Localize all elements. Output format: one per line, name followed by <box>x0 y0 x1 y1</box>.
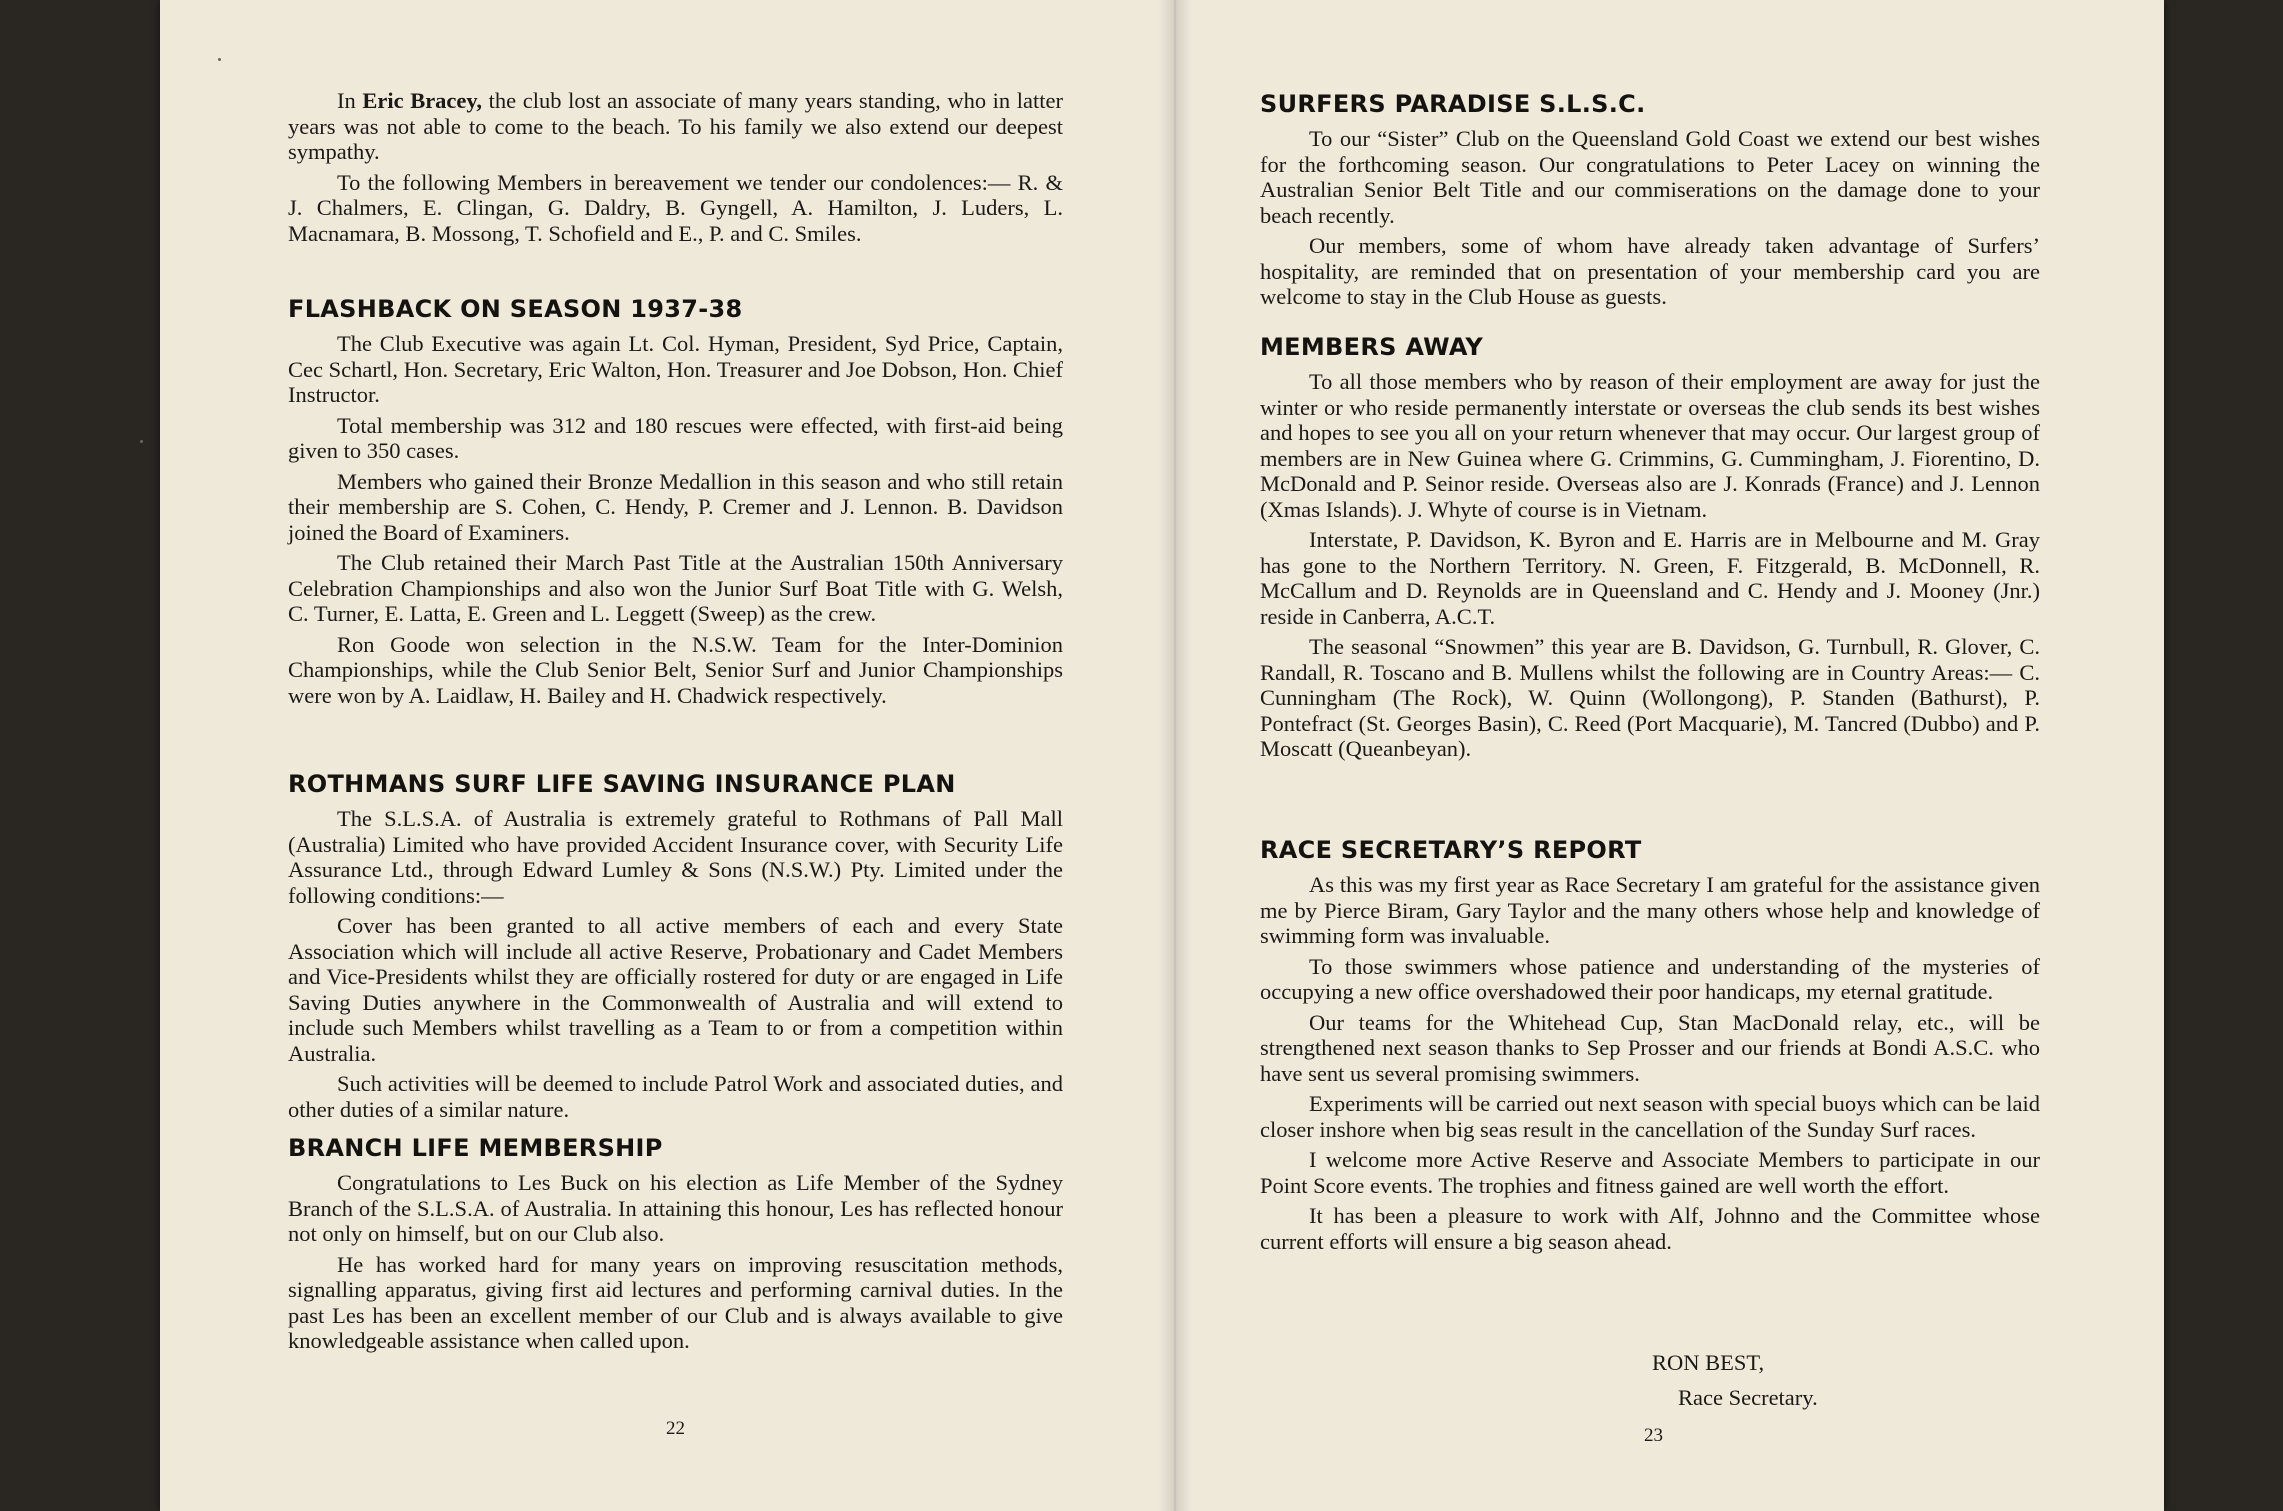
paragraph: The Club retained their March Past Title at the Australian 150th Anniversary Celebration Championships and also won the Junior Surf Boat Title with G. Welsh, C. Turner, E. Latta, E. Green and L. Leggett (Sweep) as the crew. <box>288 550 1063 626</box>
bold-name: Eric Bracey, <box>362 88 483 113</box>
page-number: 22 <box>666 1418 685 1439</box>
paragraph: Cover has been granted to all active members of each and every State Association which will include all active Reserve, Probationary and Cadet Members and Vice-Presidents whilst they are officially rostered for duty or are engaged in Life Saving Duties anywhere in the Commonwealth of Australia and will extend to include such Members whilst travelling as a Team to or from a competition within Australia. <box>288 913 1063 1066</box>
surfers-section <box>1260 90 2040 315</box>
paragraph: To those swimmers whose patience and understanding of the mysteries of occupying a new office overshadowed their poor handicaps, my eternal gratitude. <box>1260 953 2040 1004</box>
intro-paragraph-condolences: To the following Members in bereavement we tender our condolences:— R. & J. Chalmers, E. Clingan, G. Daldry, B. Gyngell, A. Hamilton, J. Luders, L. Macnamara, B. Mossong, T. Schofield and E., P. and C. Smiles. <box>288 169 1063 246</box>
branch-section <box>288 1134 1063 1359</box>
paragraph: Congratulations to Les Buck on his election as Life Member of the Sydney Branch of the S.L.S.A. of Australia. In attaining this honour, Les has reflected honour not only on himself, but on our Club also. <box>288 1170 1063 1246</box>
intro-paragraph-bracey: In Eric Bracey, the club lost an associate of many years standing, who in latter years was not able to come to the beach. To his family we also extend our deepest sympathy. <box>288 88 1063 164</box>
paragraph: As this was my first year as Race Secretary I am grateful for the assistance given me by Pierce Biram, Gary Taylor and the many others whose help and knowledge of swimming form was invaluable. <box>1260 872 2040 948</box>
signature-title: Race Secretary. <box>1678 1385 1818 1410</box>
signature-name: RON BEST, <box>1652 1350 1765 1375</box>
binding-gutter <box>1158 0 1192 1511</box>
section-heading: ROTHMANS SURF LIFE SAVING INSURANCE PLAN <box>288 770 956 798</box>
paragraph: The S.L.S.A. of Australia is extremely grateful to Rothmans of Pall Mall (Australia) Limited who have provided Accident Insurance cover, with Security Life Assurance Ltd., through Edward Lumley & Sons (N.S.W.) Pty. Limited under the following conditions:— <box>288 806 1063 908</box>
paper-speck <box>140 440 143 443</box>
section-heading: SURFERS PARADISE S.L.S.C. <box>1260 90 1646 118</box>
paragraph: Our teams for the Whitehead Cup, Stan MacDonald relay, etc., will be strengthened next season thanks to Sep Prosser and our friends at Bondi A.S.C. who have sent us several promising swimmers. <box>1260 1009 2040 1086</box>
section-heading: FLASHBACK ON SEASON 1937-38 <box>288 295 743 323</box>
flashback-section <box>288 295 1063 713</box>
paragraph: Ron Goode won selection in the N.S.W. Team for the Inter-Dominion Championships, while the Club Senior Belt, Senior Surf and Junior Championships were won by A. Laidlaw, H. Bailey and H. Chadwick respectively. <box>288 631 1063 708</box>
right-page <box>1260 0 2040 1511</box>
paragraph: Interstate, P. Davidson, K. Byron and E. Harris are in Melbourne and M. Gray has gone to the Northern Territory. N. Green, F. Fitzgerald, B. McDonnell, R. McCallum and D. Reynolds are in Queensland and C. Hendy and J. Mooney (Jnr.) reside in Canberra, A.C.T. <box>1260 527 2040 629</box>
section-heading: BRANCH LIFE MEMBERSHIP <box>288 1134 663 1162</box>
section-heading: MEMBERS AWAY <box>1260 333 1484 361</box>
paragraph: The Club Executive was again Lt. Col. Hyman, President, Syd Price, Captain, Cec Schartl, Hon. Secretary, Eric Walton, Hon. Treasurer and Joe Dobson, Hon. Chief Instructor. <box>288 331 1063 407</box>
left-page <box>288 0 1063 1511</box>
paragraph: Experiments will be carried out next season with special buoys which can be laid closer inshore when big seas result in the cancellation of the Sunday Surf races. <box>1260 1091 2040 1142</box>
page-number: 23 <box>1644 1425 1663 1446</box>
race-secretary-section <box>1260 836 2040 1259</box>
members-away-section <box>1260 333 2040 767</box>
paragraph: I welcome more Active Reserve and Associate Members to participate in our Point Score events. The trophies and fitness gained are well worth the effort. <box>1260 1147 2040 1198</box>
section-heading: RACE SECRETARY’S REPORT <box>1260 836 1642 864</box>
paragraph: Such activities will be deemed to include Patrol Work and associated duties, and other duties of a similar nature. <box>288 1071 1063 1122</box>
intro-section <box>288 88 1063 251</box>
paragraph: It has been a pleasure to work with Alf, Johnno and the Committee whose current efforts will ensure a big season ahead. <box>1260 1203 2040 1254</box>
rothmans-section <box>288 770 1063 1127</box>
paragraph: The seasonal “Snowmen” this year are B. Davidson, G. Turnbull, R. Glover, C. Randall, R. Toscano and B. Mullens whilst the following are in Country Areas:— C. Cunningham (The Rock), W. Quinn (Wollongong), P. Standen (Bathurst), P. Pontefract (St. Georges Basin), C. Reed (Port Macquarie), M. Tancred (Dubbo) and P. Moscatt (Queanbeyan). <box>1260 634 2040 761</box>
paper-speck <box>218 58 221 61</box>
paragraph: To our “Sister” Club on the Queensland Gold Coast we extend our best wishes for the forthcoming season. Our congratulations to Peter Lacey on winning the Australian Senior Belt Title and our commiserations on the damage done to your beach recently. <box>1260 126 2040 228</box>
paragraph: To all those members who by reason of their employment are away for just the winter or who reside permanently interstate or overseas the club sends its best wishes and hopes to see you all on your return whenever that may occur. Our largest group of members are in New Guinea where G. Crimmins, G. Cummingham, J. Fiorentino, D. McDonald and P. Seinor reside. Overseas also are J. Konrads (France) and J. Lennon (Xmas Islands). J. Whyte of course is in Vietnam. <box>1260 369 2040 522</box>
paragraph: Our members, some of whom have already taken advantage of Surfers’ hospitality, are reminded that on presentation of your membership card you are welcome to stay in the Club House as guests. <box>1260 233 2040 309</box>
paragraph: Total membership was 312 and 180 rescues were effected, with first-aid being given to 350 cases. <box>288 412 1063 463</box>
paragraph: Members who gained their Bronze Medallion in this season and who still retain their membership are S. Cohen, C. Hendy, P. Cremer and J. Lennon. B. Davidson joined the Board of Examiners. <box>288 468 1063 545</box>
paragraph: He has worked hard for many years on improving resuscitation methods, signalling apparatus, giving first aid lectures and performing carnival duties. In the past Les has been an excellent member of our Club and is always available to give knowledgeable assistance when called upon. <box>288 1251 1063 1353</box>
